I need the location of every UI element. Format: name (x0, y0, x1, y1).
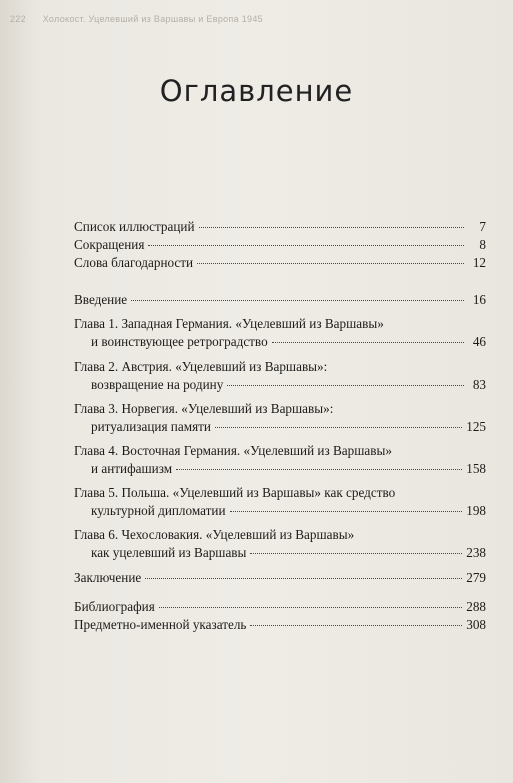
toc-entry-chapter-2-cont[interactable] (74, 376, 486, 394)
toc-entry-page: 125 (466, 419, 486, 434)
toc-entry-title: Библиография (74, 599, 155, 614)
toc-entry-chapter-1[interactable] (74, 315, 486, 333)
toc-entry-page: 8 (479, 237, 486, 252)
leader-dots (197, 263, 464, 264)
toc-entry-page: 288 (466, 599, 486, 614)
toc-entry-chapter-2[interactable] (74, 358, 486, 376)
toc-entry-chapter-3-cont[interactable] (74, 418, 486, 436)
toc-entry-continuation: возвращение на родину (91, 377, 224, 392)
toc-entry-page: 308 (466, 617, 486, 632)
leader-dots (250, 553, 462, 554)
toc-entry-title: Введение (74, 292, 128, 307)
toc-entry-continuation: как уцелевший из Варшавы (91, 545, 247, 560)
toc-entry-title: Слова благодарности (74, 255, 194, 270)
toc-entry-title: Глава 2. Австрия. «Уцелевший из Варшавы»: (74, 359, 328, 374)
toc-entry-chapter-3[interactable] (74, 400, 486, 418)
toc-entry-continuation: и антифашизм (91, 461, 173, 476)
toc-entry-page: 46 (472, 334, 486, 349)
toc-entry-page: 16 (472, 292, 486, 307)
leader-dots (230, 511, 463, 512)
leader-dots (250, 625, 462, 626)
toc-entry-page: 7 (479, 219, 486, 234)
toc-entry-title: Глава 5. Польша. «Уцелевший из Варшавы» как средство (74, 485, 396, 500)
toc-entry-chapter-5[interactable] (74, 484, 486, 502)
leader-dots (176, 469, 462, 470)
toc-entry-chapter-6-cont[interactable] (74, 544, 486, 562)
toc-entry-continuation: культурной дипломатии (91, 503, 226, 518)
leader-dots (148, 245, 464, 246)
toc-entry-conclusion[interactable] (74, 569, 486, 587)
toc-entry-illustrations[interactable] (74, 218, 486, 236)
toc-entry-title: Глава 1. Западная Германия. «Уцелевший из Варшавы» (74, 316, 384, 331)
toc-entry-chapter-4-cont[interactable] (74, 460, 486, 478)
toc-entry-title: Глава 4. Восточная Германия. «Уцелевший из Варшавы» (74, 443, 392, 458)
header-running-title: Холокост. Уцелевший из Варшавы и Европа 1945 (42, 14, 263, 24)
leader-dots (215, 427, 462, 428)
toc-entry-title: Заключение (74, 570, 142, 585)
toc-entry-chapter-4[interactable] (74, 442, 486, 460)
leader-dots (159, 607, 462, 608)
toc-entry-title: Сокращения (74, 237, 145, 252)
toc-entry-chapter-5-cont[interactable] (74, 502, 486, 520)
toc-entry-page: 198 (466, 503, 486, 518)
toc-entry-page: 238 (466, 545, 486, 560)
running-header (10, 14, 310, 28)
toc-entry-title: Глава 3. Норвегия. «Уцелевший из Варшавы»: (74, 401, 334, 416)
toc-entry-title: Глава 6. Чехословакия. «Уцелевший из Варшавы» (74, 527, 355, 542)
toc-entry-page: 12 (472, 255, 486, 270)
toc-entry-chapter-6[interactable] (74, 526, 486, 544)
toc-entry-page: 279 (466, 570, 486, 585)
toc-entry-abbreviations[interactable] (74, 236, 486, 254)
toc-entry-title: Список иллюстраций (74, 219, 195, 234)
toc-entry-index[interactable] (74, 616, 486, 634)
toc-entry-title: Предметно-именной указатель (74, 617, 247, 632)
toc-entry-bibliography[interactable] (74, 598, 486, 616)
leader-dots (131, 300, 464, 301)
leader-dots (272, 342, 464, 343)
leader-dots (199, 227, 464, 228)
toc-entry-page: 158 (466, 461, 486, 476)
header-page-number: 222 (10, 14, 26, 24)
page-title: Оглавление (159, 74, 354, 108)
toc-entry-acknowledgements[interactable] (74, 254, 486, 272)
toc-entry-chapter-1-cont[interactable] (74, 333, 486, 351)
toc-entry-continuation: ритуализация памяти (91, 419, 211, 434)
toc-entry-introduction[interactable] (74, 291, 486, 309)
toc-entry-continuation: и воинствующее ретроградство (91, 334, 268, 349)
toc-entry-page: 83 (472, 377, 486, 392)
leader-dots (145, 578, 462, 579)
leader-dots (227, 385, 464, 386)
